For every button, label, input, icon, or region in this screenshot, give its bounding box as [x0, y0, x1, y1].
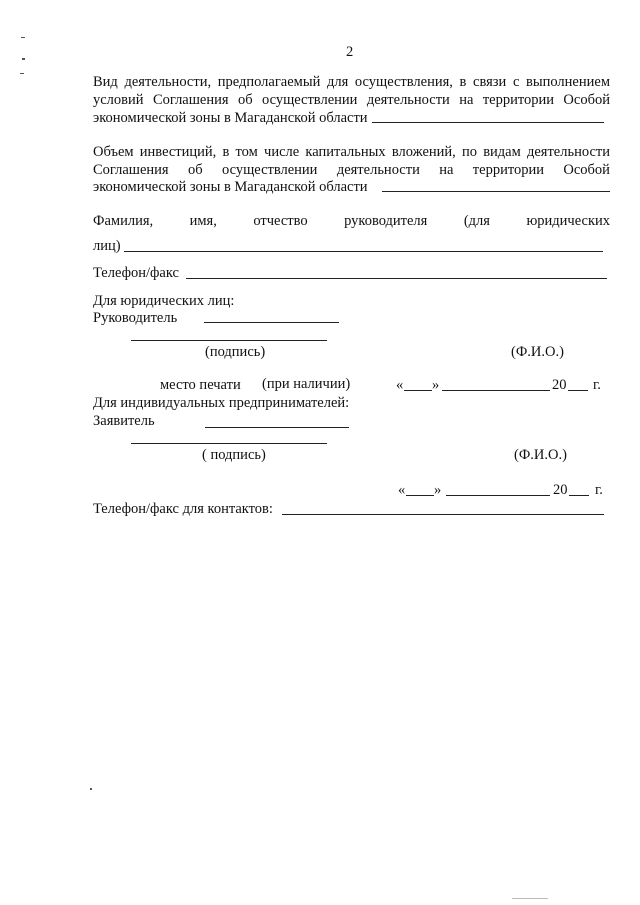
individual-role: Заявитель [93, 413, 155, 429]
individual-date-year: 20 [553, 482, 568, 498]
scan-speck [90, 788, 92, 790]
investment-line-3: экономической зоны в Магаданской области [93, 179, 368, 195]
activity-input-line[interactable] [372, 122, 604, 123]
scan-speck [21, 37, 25, 38]
individual-date-year-line[interactable] [569, 495, 589, 496]
activity-line-2-word: условий [93, 92, 144, 108]
head-line-1-word: отчество [253, 213, 308, 229]
scan-speck [20, 73, 24, 74]
legal-date-year-line[interactable] [568, 390, 588, 391]
individual-fio-caption: (Ф.И.О.) [514, 447, 567, 463]
individual-title: Для индивидуальных предпринимателей: [93, 395, 350, 411]
head-line-1 [93, 212, 610, 230]
individual-date-day-line[interactable] [406, 495, 434, 496]
page-number: 2 [346, 44, 354, 60]
legal-date-day-line[interactable] [404, 390, 432, 391]
legal-signature-line[interactable] [131, 340, 327, 341]
head-line-2: лиц) [93, 238, 121, 254]
investment-line-2 [93, 161, 610, 179]
legal-role-line[interactable] [204, 322, 339, 323]
investment-input-line[interactable] [382, 191, 610, 192]
individual-signature-line[interactable] [131, 443, 327, 444]
activity-line-3: экономической зоны в Магаданской области [93, 110, 368, 126]
individual-date-close-quote: » [434, 482, 442, 498]
investment-line-2-word: Соглашения [93, 162, 169, 178]
legal-role: Руководитель [93, 310, 178, 326]
investment-line-2-word: об [187, 162, 203, 178]
activity-line-2-word: осуществлении [261, 92, 358, 108]
legal-date-month-line[interactable] [442, 390, 550, 391]
stamp-note: (при наличии) [262, 376, 351, 392]
activity-line-2-word: деятельности [366, 92, 450, 108]
activity-line-2 [93, 91, 610, 109]
individual-signature-caption: ( подпись) [202, 447, 266, 463]
stamp-label: место печати [160, 377, 241, 393]
head-line-1-word: руководителя [344, 213, 428, 229]
legal-title: Для юридических лиц: [93, 293, 235, 309]
individual-date-year-suffix: г. [595, 482, 603, 498]
activity-line-2-word: об [237, 92, 253, 108]
investment-line-2-word: осуществлении [222, 162, 318, 178]
legal-date-close-quote: » [432, 377, 440, 393]
scan-speck [512, 898, 548, 899]
investment-line-1 [93, 143, 610, 161]
investment-line-2-word: территории [472, 162, 544, 178]
activity-line-2-word: на [459, 92, 474, 108]
legal-fio-caption: (Ф.И.О.) [511, 344, 564, 360]
contact-phone-label: Телефон/факс для контактов: [93, 501, 273, 517]
legal-signature-caption: (подпись) [205, 344, 266, 360]
activity-line-2-word: территории [482, 92, 555, 108]
head-input-line[interactable] [124, 251, 603, 252]
investment-line-1-text: Объем инвестиций, в том числе капитальных вложений, по видам деятельности [93, 144, 610, 160]
legal-date-year: 20 [552, 377, 567, 393]
contact-phone-input-line[interactable] [282, 514, 604, 515]
activity-line-2-word: Особой [563, 92, 610, 108]
individual-date-month-line[interactable] [446, 495, 550, 496]
investment-line-2-word: на [439, 162, 454, 178]
individual-date-open-quote: « [398, 482, 406, 498]
investment-line-2-word: деятельности [336, 162, 420, 178]
individual-role-line[interactable] [205, 427, 349, 428]
legal-date-open-quote: « [396, 377, 404, 393]
legal-date-year-suffix: г. [593, 377, 601, 393]
investment-line-2-word: Особой [563, 162, 610, 178]
activity-line-2-word: Соглашения [152, 92, 229, 108]
head-line-1-word: (для [463, 213, 490, 229]
activity-line-1-text: Вид деятельности, предполагаемый для осуществления, в связи с выполнением [93, 74, 610, 90]
head-line-1-word: Фамилия, [93, 213, 154, 229]
phone-fax-label: Телефон/факс [93, 265, 179, 281]
phone-fax-input-line[interactable] [186, 278, 607, 279]
head-line-1-word: юридических [526, 213, 610, 229]
scan-speck [22, 58, 25, 60]
head-line-1-word: имя, [189, 213, 217, 229]
activity-line-1 [93, 73, 610, 91]
